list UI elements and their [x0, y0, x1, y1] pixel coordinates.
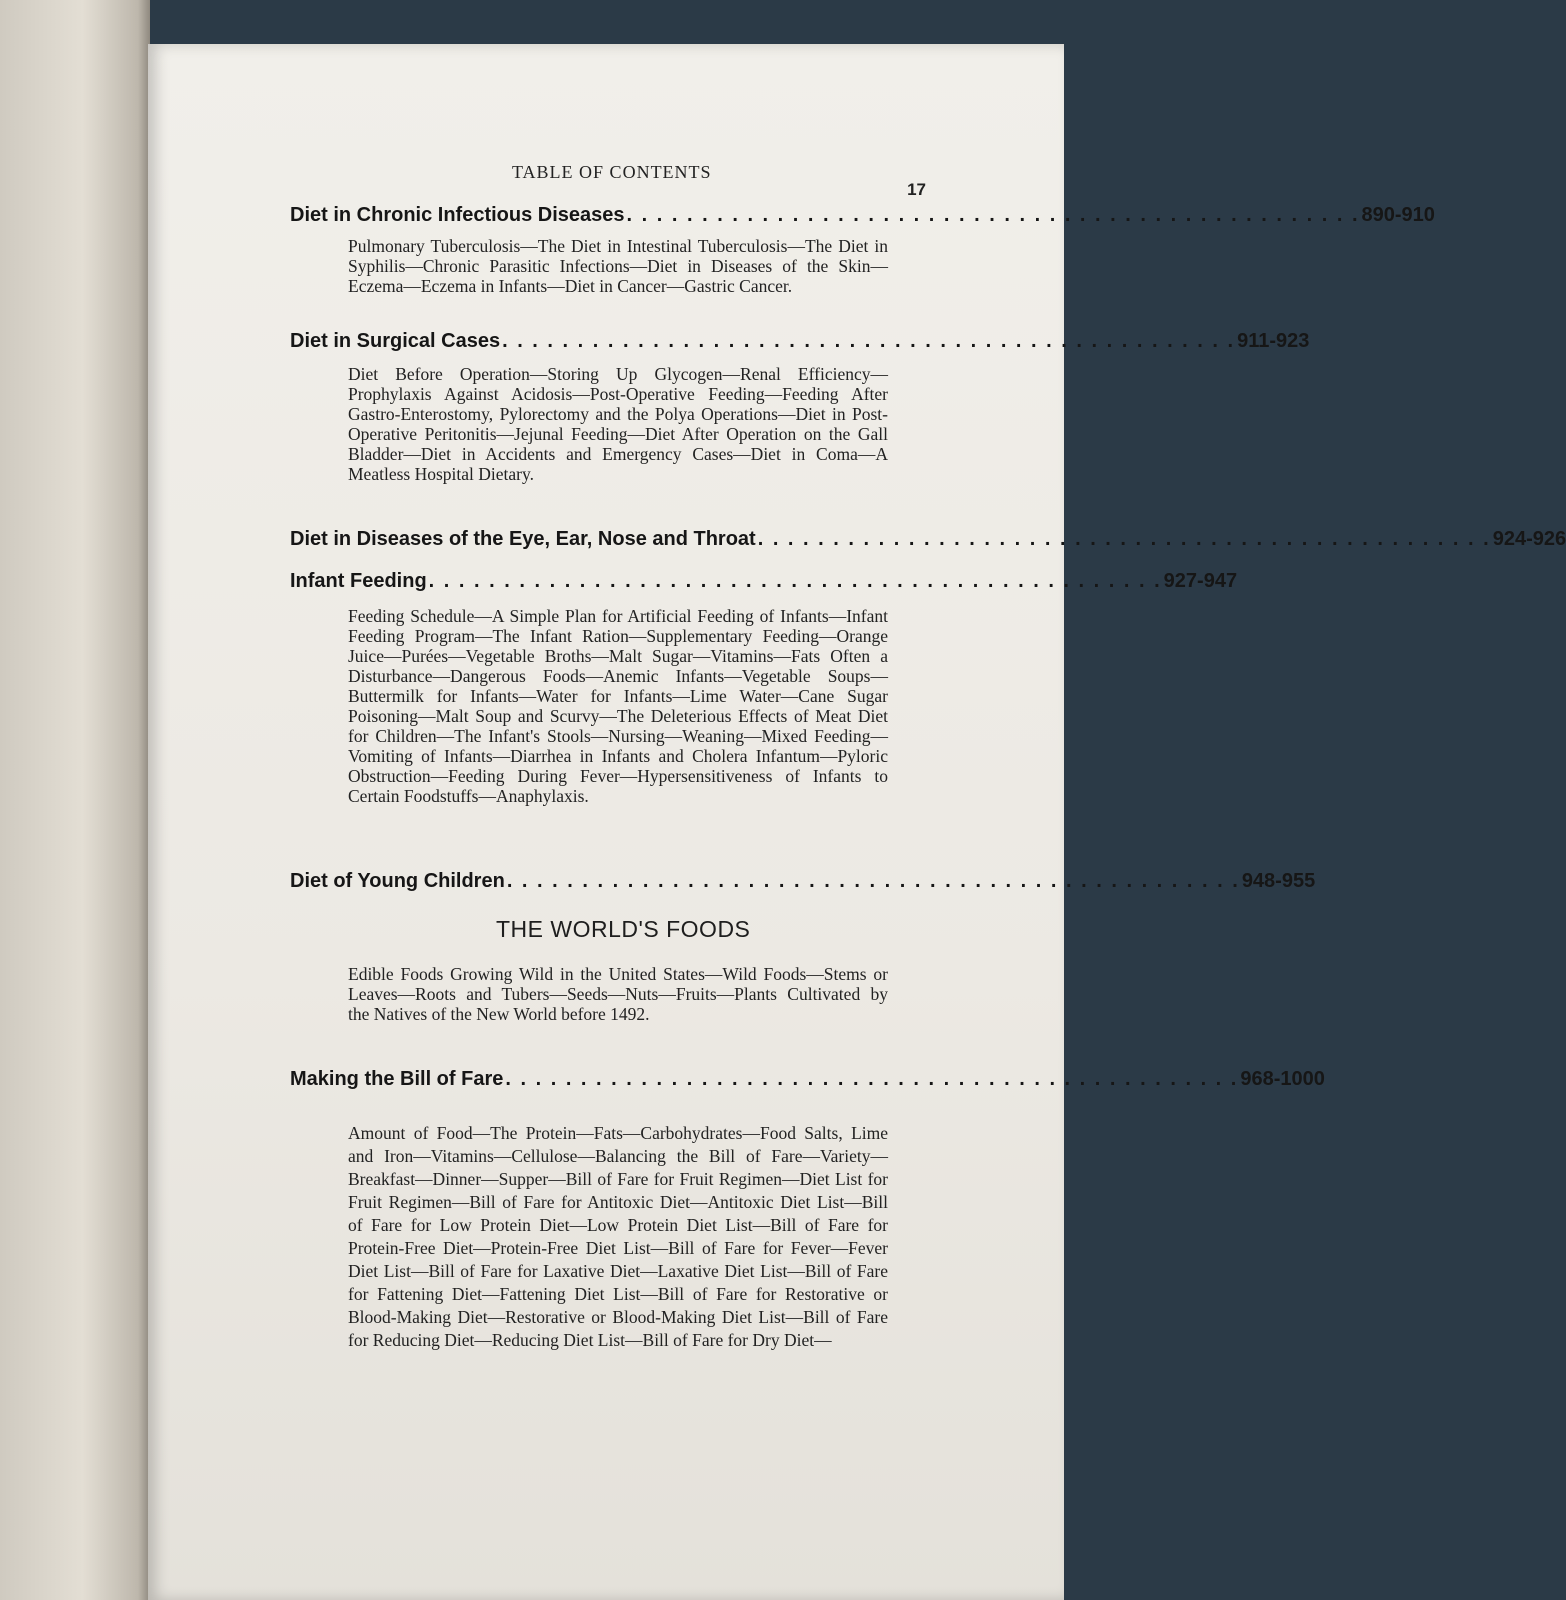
toc-entry-pages: 968-1000 — [1240, 1068, 1325, 1090]
toc-entry-pages: 924-926 — [1492, 528, 1566, 550]
toc-entry-pages: 911-923 — [1237, 330, 1310, 352]
dot-leader: . . . . . . . . . . . . . . . . . . . . . . . . . . . . . . . . . . . . . . . . . . . . . . . . . — [502, 330, 1236, 352]
toc-entry-description: Amount of Food—The Protein—Fats—Carbohydrates—Food Salts, Lime and Iron—Vitamins—Cellulose—Balancing the Bill of Fare—Variety—Breakfast—Dinner—Supper—Bill of Fare for Fruit Regimen—Diet List for Fruit Regimen—Bill of Fare for Antitoxic Diet—Antitoxic Diet List—Bill of Fare for Low Protein Diet—Low Protein Diet List—Bill of Fare for Protein-Free Diet—Protein-Free Diet List—Bill of Fare for Fever—Fever Diet List—Bill of Fare for Laxative Diet—Laxative Diet List—Bill of Fare for Fattening Diet—Fattening Diet List—Bill of Fare for Restorative or Blood-Making Diet—Restorative or Blood-Making Diet List—Bill of Fare for Reducing Diet—Reducing Diet List—Bill of Fare for Dry Diet— — [348, 1123, 888, 1350]
toc-entry-heading — [290, 330, 1310, 353]
toc-entry-heading — [290, 1068, 1325, 1091]
toc-entry-title: Diet of Young Children — [290, 870, 505, 892]
toc-entry-heading — [290, 528, 1566, 551]
section-heading: THE WORLD'S FOODS — [496, 916, 751, 942]
toc-entry-heading — [290, 870, 1316, 893]
toc-entry-heading — [290, 204, 1435, 227]
facing-page-edge — [0, 0, 150, 1600]
toc-entry-description: Diet Before Operation—Storing Up Glycogen—Renal Efficiency—Prophylaxis Against Acidosis—Post-Operative Feeding—Feeding After Gastro-Enterostomy, Pylorectomy and the Polya Operations—Diet in Post-Operative Peritonitis—Jejunal Feeding—Diet After Operation on the Gall Bladder—Diet in Accidents and Emergency Cases—Diet in Coma—A Meatless Hospital Dietary. — [348, 364, 888, 484]
page-number: 17 — [907, 180, 926, 199]
running-head: TABLE OF CONTENTS — [512, 162, 712, 182]
dot-leader: . . . . . . . . . . . . . . . . . . . . . . . . . . . . . . . . . . . . . . . . . . . . . . . . . — [506, 870, 1240, 892]
dot-leader: . . . . . . . . . . . . . . . . . . . . . . . . . . . . . . . . . . . . . . . . . . . . . . . . . — [428, 570, 1162, 592]
toc-entry-description: Feeding Schedule—A Simple Plan for Artificial Feeding of Infants—Infant Feeding Program—The Infant Ration—Supplementary Feeding—Orange Juice—Purées—Vegetable Broths—Malt Sugar—Vitamins—Fats Often a Disturbance—Dangerous Foods—Anemic Infants—Vegetable Soups—Buttermilk for Infants—Water for Infants—Lime Water—Cane Sugar Poisoning—Malt Soup and Scurvy—The Deleterious Effects of Meat Diet for Children—The Infant's Stools—Nursing—Weaning—Mixed Feeding—Vomiting of Infants—Diarrhea in Infants and Cholera Infantum—Pyloric Obstruction—Feeding During Fever—Hypersensitiveness of Infants to Certain Foodstuffs—Anaphylaxis. — [348, 606, 888, 806]
toc-entry-title: Diet in Chronic Infectious Diseases — [290, 204, 625, 226]
toc-entry-pages: 948-955 — [1241, 870, 1316, 892]
book-page — [148, 44, 1566, 1600]
toc-entry-description: Pulmonary Tuberculosis—The Diet in Intestinal Tuberculosis—The Diet in Syphilis—Chronic Parasitic Infections—Diet in Diseases of the Skin—Eczema—Eczema in Infants—Diet in Cancer—Gastric Cancer. — [348, 236, 888, 296]
toc-entry-pages: 927-947 — [1163, 570, 1238, 592]
toc-entry-title: Diet in Diseases of the Eye, Ear, Nose and Throat — [290, 528, 756, 550]
dot-leader: . . . . . . . . . . . . . . . . . . . . . . . . . . . . . . . . . . . . . . . . . . . . . . . . . — [505, 1068, 1239, 1090]
dot-leader: . . . . . . . . . . . . . . . . . . . . . . . . . . . . . . . . . . . . . . . . . . . . . . . . . — [626, 204, 1360, 226]
dot-leader: . . . . . . . . . . . . . . . . . . . . . . . . . . . . . . . . . . . . . . . . . . . . . . . . . — [757, 528, 1491, 550]
toc-entry-heading — [290, 570, 1238, 593]
toc-entry-title: Diet in Surgical Cases — [290, 330, 501, 352]
toc-entry-title: Making the Bill of Fare — [290, 1068, 504, 1090]
section-description: Edible Foods Growing Wild in the United States—Wild Foods—Stems or Leaves—Roots and Tubers—Seeds—Nuts—Fruits—Plants Cultivated by the Natives of the New World before 1492. — [348, 964, 888, 1024]
toc-entry-pages: 890-910 — [1361, 204, 1435, 226]
toc-entry-title: Infant Feeding — [290, 570, 427, 592]
